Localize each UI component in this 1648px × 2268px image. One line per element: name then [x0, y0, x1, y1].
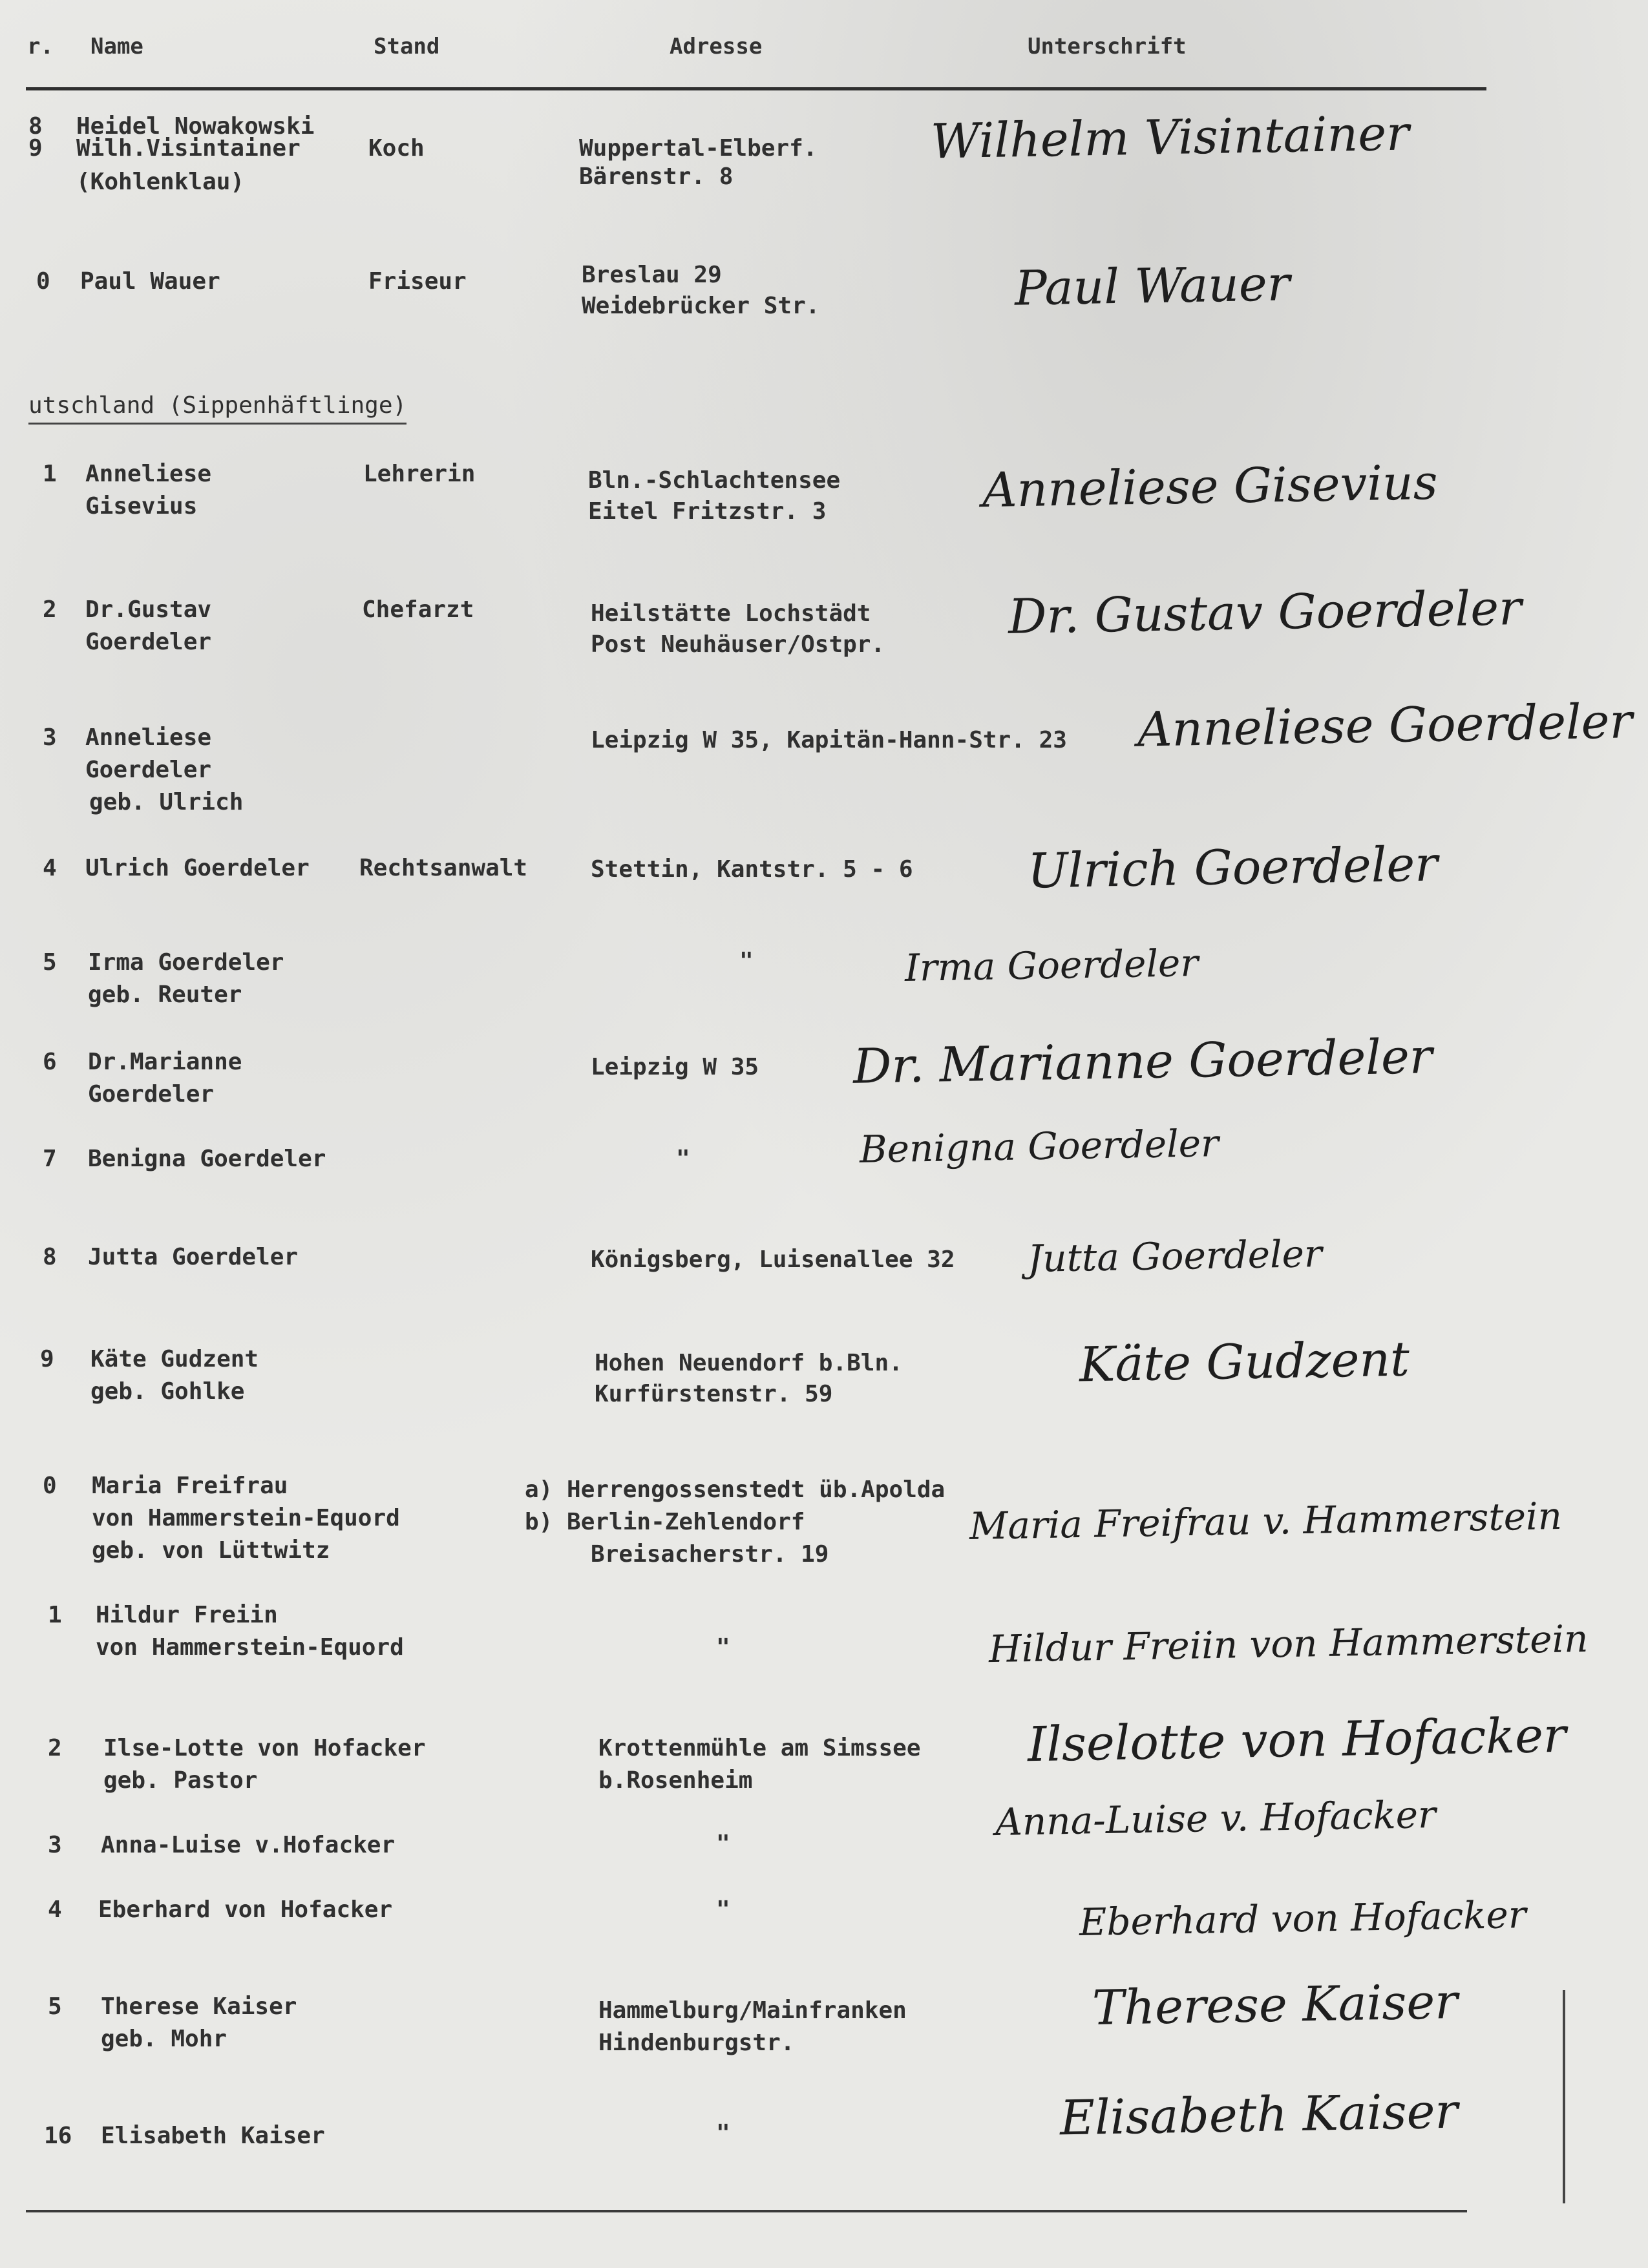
signature: Hildur Freiin von Hammerstein: [988, 1616, 1589, 1672]
ditto-mark: ": [716, 2120, 730, 2147]
entry-stand: Rechtsanwalt: [359, 855, 528, 881]
ditto-mark: ": [739, 948, 754, 974]
entry-nr: 16: [44, 2123, 72, 2149]
entry-nr: 4: [43, 855, 57, 881]
entry-stand: Friseur: [368, 268, 467, 295]
entry-address: Breisacherstr. 19: [591, 1541, 829, 1568]
signature: Irma Goerdeler: [904, 941, 1199, 990]
entry-nr: 3: [43, 724, 57, 751]
entry-nr: 9: [28, 135, 43, 162]
header-adresse: Adresse: [670, 34, 763, 59]
entry-name: geb. Mohr: [101, 2026, 227, 2052]
entry-name: Goerdeler: [88, 1081, 215, 1108]
entry-address: Krottenmühle am Simssee: [598, 1735, 921, 1761]
entry-name: Dr.Gustav: [85, 596, 212, 623]
ditto-mark: ": [716, 1831, 730, 1857]
entry-name: Benigna Goerdeler: [88, 1146, 326, 1172]
entry-nr: 8: [43, 1244, 57, 1270]
entry-name: Paul Wauer: [80, 268, 220, 295]
signature: Elisabeth Kaiser: [1059, 2083, 1459, 2147]
signature: Therese Kaiser: [1092, 1974, 1459, 2036]
margin-rule: [1563, 1990, 1565, 2203]
entry-name: geb. Ulrich: [89, 789, 244, 815]
entry-name: Elisabeth Kaiser: [101, 2123, 325, 2149]
entry-address: Kurfürstenstr. 59: [595, 1381, 833, 1407]
section-heading: utschland (Sippenhäftlinge): [28, 389, 407, 425]
entry-name: Käte Gudzent: [90, 1346, 259, 1372]
entry-stand: Lehrerin: [363, 461, 476, 487]
header-rule: [26, 87, 1486, 90]
entry-name: Therese Kaiser: [101, 1993, 297, 2020]
ditto-mark: ": [676, 1146, 690, 1172]
entry-nr: 7: [43, 1146, 57, 1172]
entry-nr: 5: [48, 1993, 62, 2020]
entry-address: Heilstätte Lochstädt: [591, 600, 871, 627]
entry-nr: 9: [40, 1346, 54, 1372]
entry-address: Königsberg, Luisenallee 32: [591, 1246, 955, 1273]
entry-name: Anneliese: [85, 724, 212, 751]
entry-nr: 1: [43, 461, 57, 487]
entry-address: Weidebrücker Str.: [582, 293, 820, 319]
signature: Anna-Luise v. Hofacker: [995, 1792, 1437, 1844]
entry-nr: 0: [43, 1473, 57, 1499]
entry-name: Anna-Luise v.Hofacker: [101, 1832, 396, 1858]
entry-name: Jutta Goerdeler: [88, 1244, 299, 1270]
entry-nr: 3: [48, 1832, 62, 1858]
entry-name: Goerdeler: [85, 629, 212, 655]
entry-address: Bärenstr. 8: [579, 163, 734, 190]
signature: Wilhelm Visintainer: [930, 105, 1410, 170]
entry-address: Wuppertal-Elberf.: [579, 135, 818, 162]
entry-nr: 8: [28, 113, 43, 140]
ditto-mark: ": [716, 1634, 730, 1661]
entry-address: Hindenburgstr.: [598, 2030, 795, 2056]
entry-address: Post Neuhäuser/Ostpr.: [591, 631, 885, 658]
entry-nr: 2: [43, 596, 57, 623]
entry-address: Hohen Neuendorf b.Bln.: [595, 1350, 903, 1376]
entry-name: Wilh.Visintainer: [76, 135, 301, 162]
entry-address: Bln.-Schlachtensee: [588, 467, 841, 494]
entry-nr: 6: [43, 1049, 57, 1075]
header-stand: Stand: [374, 34, 440, 59]
entry-address: Hammelburg/Mainfranken: [598, 1997, 907, 2024]
entry-name: von Hammerstein-Equord: [96, 1634, 404, 1661]
entry-nr: 5: [43, 949, 57, 976]
entry-address: Stettin, Kantstr. 5 - 6: [591, 856, 913, 883]
signature: Anneliese Gisevius: [982, 454, 1439, 519]
entry-name: Hildur Freiin: [96, 1602, 278, 1628]
entry-nr: 2: [48, 1735, 62, 1761]
entry-nr: 0: [36, 268, 50, 295]
entry-nr: 4: [48, 1896, 62, 1923]
header-nr: r.: [27, 34, 54, 59]
entry-name: von Hammerstein-Equord: [92, 1505, 400, 1531]
signature: Maria Freifrau v. Hammerstein: [969, 1494, 1563, 1548]
entry-address: Eitel Fritzstr. 3: [588, 498, 827, 525]
entry-name: geb. Reuter: [88, 982, 242, 1008]
signature: Eberhard von Hofacker: [1079, 1892, 1527, 1945]
entry-name: geb. Gohlke: [90, 1378, 245, 1405]
entry-name: Goerdeler: [85, 757, 212, 783]
entry-name: (Kohlenklau): [76, 169, 245, 195]
signature: Käte Gudzent: [1079, 1331, 1410, 1393]
entry-name: Eberhard von Hofacker: [98, 1896, 393, 1923]
signature: Dr. Gustav Goerdeler: [1008, 580, 1523, 645]
entry-name: Irma Goerdeler: [88, 949, 284, 976]
entry-name: Dr.Marianne: [88, 1049, 242, 1075]
ditto-mark: ": [716, 1896, 730, 1923]
signature: Ilselotte von Hofacker: [1027, 1707, 1567, 1773]
signature: Paul Wauer: [1014, 256, 1291, 317]
signature: Dr. Marianne Goerdeler: [852, 1029, 1433, 1095]
entry-name: geb. von Lüttwitz: [92, 1537, 330, 1564]
entry-name: Ilse-Lotte von Hofacker: [103, 1735, 426, 1761]
signature: Anneliese Goerdeler: [1137, 693, 1633, 758]
header-name: Name: [90, 34, 143, 59]
signature: Benigna Goerdeler: [859, 1121, 1220, 1171]
entry-address: b) Berlin-Zehlendorf: [525, 1509, 805, 1535]
entry-stand: Chefarzt: [362, 596, 474, 623]
entry-name: Heidel Nowakowski: [76, 113, 315, 140]
header-unterschrift: Unterschrift: [1028, 34, 1187, 59]
entry-name: Anneliese: [85, 461, 212, 487]
entry-name: Ulrich Goerdeler: [85, 855, 310, 881]
entry-stand: Koch: [368, 135, 425, 162]
entry-address: Leipzig W 35, Kapitän-Hann-Str. 23: [591, 727, 1067, 753]
entry-address: Breslau 29: [582, 262, 722, 288]
signature: Ulrich Goerdeler: [1027, 836, 1439, 899]
entry-name: Maria Freifrau: [92, 1473, 288, 1499]
entry-name: Gisevius: [85, 493, 198, 520]
entry-nr: 1: [48, 1602, 62, 1628]
entry-address: Leipzig W 35: [591, 1054, 759, 1080]
signature: Jutta Goerdeler: [1027, 1232, 1323, 1281]
entry-address: b.Rosenheim: [598, 1767, 753, 1794]
entry-name: geb. Pastor: [103, 1767, 258, 1794]
bottom-rule: [26, 2210, 1467, 2212]
entry-address: a) Herrengossenstedt üb.Apolda: [525, 1476, 945, 1503]
